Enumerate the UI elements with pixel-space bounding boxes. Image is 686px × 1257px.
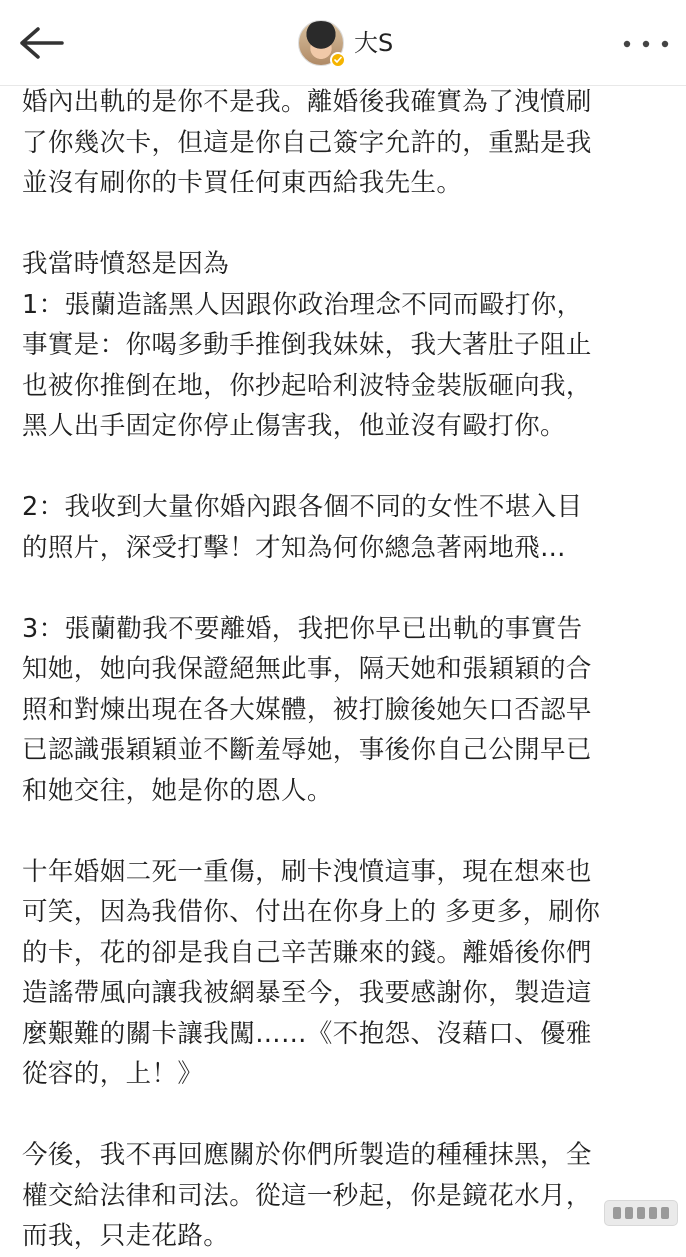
post-paragraph <box>22 82 672 204</box>
post-text-line: 造謠帶風向讓我被網暴至今，我要感謝你，製造這 <box>22 978 592 1008</box>
username[interactable]: 大S <box>354 29 394 57</box>
back-arrow-icon <box>14 23 66 63</box>
avatar[interactable] <box>298 20 344 66</box>
post-paragraph <box>22 609 672 812</box>
post-text-line: 並沒有刷你的卡買任何東西給我先生。 <box>22 168 463 198</box>
post-paragraph <box>22 487 672 568</box>
paragraph-gap <box>22 811 672 852</box>
more-dots-icon <box>621 38 671 50</box>
post-text-line: 已認識張穎穎並不斷羞辱她，事後你自己公開早已 <box>22 735 592 765</box>
paragraph-gap <box>22 447 672 488</box>
paragraph-gap <box>22 568 672 609</box>
verified-badge-icon <box>330 52 346 68</box>
post-text-line: 黑人出手固定你停止傷害我，他並沒有毆打你。 <box>22 411 566 441</box>
post-text-line: 也被你推倒在地，你抄起哈利波特金裝版砸向我， <box>22 370 592 401</box>
post-text-line: 3：張蘭勸我不要離婚，我把你早已出軌的事實告 <box>22 613 583 644</box>
post-text-line: 的卡，花的卻是我自己辛苦賺來的錢。離婚後你們 <box>22 937 592 968</box>
post-text-line: 知她，她向我保證絕無此事，隔天她和張穎穎的合 <box>22 654 592 684</box>
post-text-line: 我當時憤怒是因為 <box>22 249 230 279</box>
post-text-line: 今後，我不再回應關於你們所製造的種種抹黑，全 <box>22 1140 592 1170</box>
post-text-line: 2：我收到大量你婚內跟各個不同的女性不堪入目 <box>22 492 583 522</box>
post-text-line: 從容的，上！》 <box>22 1059 204 1089</box>
post-text-line: 的照片，深受打擊！才知為何你總急著兩地飛… <box>22 532 566 563</box>
post-paragraph <box>22 1135 672 1257</box>
post-text-line: 十年婚姻二死一重傷，刷卡洩憤這事，現在想來也 <box>22 856 592 887</box>
watermark-icon <box>604 1200 678 1226</box>
paragraph-gap <box>22 1095 672 1136</box>
top-navigation-bar <box>0 0 686 86</box>
post-paragraph <box>22 244 672 447</box>
post-text-line: 權交給法律和司法。從這一秒起，你是鏡花水月， <box>22 1180 592 1211</box>
paragraph-gap <box>22 204 672 245</box>
post-text-line: 而我，只走花路。 <box>22 1221 230 1251</box>
post-body <box>22 82 672 1257</box>
post-paragraph <box>22 852 672 1095</box>
post-text-line: 照和對煉出現在各大媒體，被打臉後她矢口否認早 <box>22 694 592 725</box>
back-button[interactable] <box>10 18 70 68</box>
post-text-line: 事實是：你喝多動手推倒我妹妹，我大著肚子阻止 <box>22 330 592 360</box>
author-profile[interactable] <box>298 20 393 66</box>
post-text-line: 可笑，因為我借你、付出在你身上的 多更多，刷你 <box>22 897 601 927</box>
post-text-line: 1：張蘭造謠黑人因跟你政治理念不同而毆打你， <box>22 289 583 320</box>
post-text-line: 和她交往，她是你的恩人。 <box>22 775 333 806</box>
post-text-line: 了你幾次卡，但這是你自己簽字允許的，重點是我 <box>22 127 592 158</box>
more-options-button[interactable] <box>616 24 676 64</box>
post-text-line: 麼艱難的關卡讓我闖……《不抱怨、沒藉口、優雅 <box>22 1018 592 1049</box>
post-text-line: 婚內出軌的是你不是我。離婚後我確實為了洩憤刷 <box>22 87 592 117</box>
